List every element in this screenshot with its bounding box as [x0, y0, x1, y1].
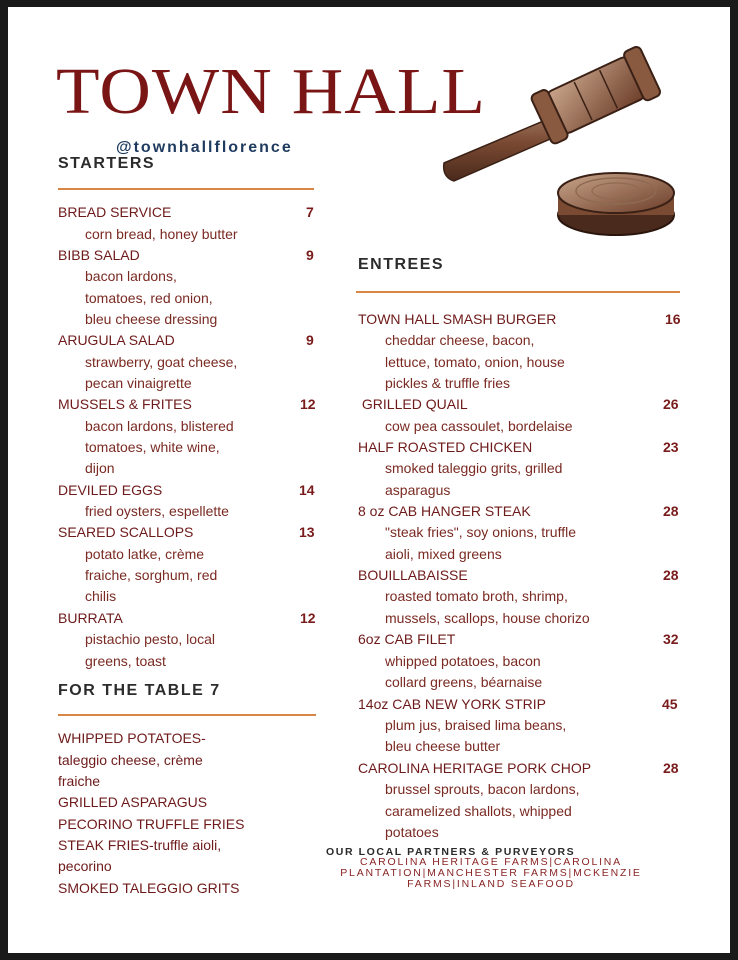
- entree-item-desc: potatoes: [385, 824, 439, 840]
- entree-item-price: 23: [663, 439, 679, 455]
- starter-item-desc: pistachio pesto, local: [85, 631, 215, 647]
- entree-item-desc: plum jus, braised lima beans,: [385, 717, 567, 733]
- starter-item-desc: strawberry, goat cheese,: [85, 354, 238, 370]
- entree-item-price: 28: [663, 567, 679, 583]
- starter-item-price: 12: [300, 610, 316, 626]
- entrees-divider: [356, 291, 680, 293]
- starter-item-price: 13: [299, 524, 315, 540]
- starter-item-desc: potato latke, crème: [85, 546, 205, 562]
- for-the-table-divider: [58, 714, 316, 716]
- entree-item-name: BOUILLABAISSE: [358, 567, 468, 583]
- side-line: fraiche: [58, 773, 101, 789]
- starter-item-desc: bleu cheese dressing: [85, 311, 218, 327]
- entree-item-desc: bleu cheese butter: [385, 738, 501, 754]
- partners-heading: OUR LOCAL PARTNERS & PURVEYORS: [326, 846, 576, 858]
- starter-item-name: BREAD SERVICE: [58, 204, 172, 220]
- entree-item-desc: lettuce, tomato, onion, house: [385, 354, 565, 370]
- starter-item-desc: bacon lardons, blistered: [85, 418, 234, 434]
- starter-item-price: 7: [306, 204, 314, 220]
- entree-item-name: GRILLED QUAIL: [358, 396, 468, 412]
- entree-item-name: 6oz CAB FILET: [358, 631, 456, 647]
- starter-item-name: ARUGULA SALAD: [58, 332, 175, 348]
- entree-item-price: 45: [662, 696, 678, 712]
- entree-item-desc: smoked taleggio grits, grilled: [385, 460, 563, 476]
- starter-item-price: 9: [306, 332, 314, 348]
- menu-page: [8, 7, 730, 953]
- entrees-heading: ENTREES: [358, 256, 445, 273]
- starter-item-name: DEVILED EGGS: [58, 482, 163, 498]
- partners-line: CAROLINA HERITAGE FARMS|CAROLINA: [359, 856, 622, 868]
- side-line: SMOKED TALEGGIO GRITS: [58, 880, 240, 896]
- entree-item-price: 16: [665, 311, 681, 327]
- starter-item-price: 14: [299, 482, 315, 498]
- starter-item-desc: corn bread, honey butter: [85, 226, 238, 242]
- for-the-table-heading: FOR THE TABLE 7: [58, 682, 221, 699]
- partners-line: PLANTATION|MANCHESTER FARMS|MCKENZIE: [340, 867, 642, 879]
- entree-item-desc: aioli, mixed greens: [385, 546, 502, 562]
- entree-item-desc: whipped potatoes, bacon: [385, 653, 541, 669]
- side-line: pecorino: [58, 858, 112, 874]
- starters-divider: [58, 188, 314, 190]
- restaurant-title: TOWN HALL: [56, 55, 487, 128]
- starter-item-price: 12: [300, 396, 316, 412]
- partners-line: FARMS|INLAND SEAFOOD: [407, 878, 575, 890]
- starter-item-desc: dijon: [85, 460, 115, 476]
- entree-item-name: 14oz CAB NEW YORK STRIP: [358, 696, 547, 712]
- starter-item-desc: pecan vinaigrette: [85, 375, 192, 391]
- starter-item-price: 9: [306, 247, 314, 263]
- entree-item-name: HALF ROASTED CHICKEN: [358, 439, 533, 455]
- entree-item-desc: cheddar cheese, bacon,: [385, 332, 535, 348]
- starter-item-name: MUSSELS & FRITES: [58, 396, 192, 412]
- side-line: STEAK FRIES-truffle aioli,: [58, 837, 222, 853]
- starter-item-desc: chilis: [85, 588, 117, 604]
- entree-item-price: 28: [663, 760, 679, 776]
- entree-item-name: TOWN HALL SMASH BURGER: [358, 311, 557, 327]
- starter-item-name: BIBB SALAD: [58, 247, 140, 263]
- entree-item-desc: brussel sprouts, bacon lardons,: [385, 781, 580, 797]
- entree-item-name: 8 oz CAB HANGER STEAK: [358, 503, 531, 519]
- starters-heading: STARTERS: [58, 155, 156, 172]
- partners-list: [326, 857, 656, 890]
- entree-item-desc: cow pea cassoulet, bordelaise: [385, 418, 573, 434]
- starter-item-desc: fried oysters, espellette: [85, 503, 229, 519]
- entree-item-price: 28: [663, 503, 679, 519]
- starter-item-desc: bacon lardons,: [85, 268, 177, 284]
- gavel-illustration: [436, 45, 676, 245]
- side-line: GRILLED ASPARAGUS: [58, 794, 208, 810]
- starter-item-name: BURRATA: [58, 610, 123, 626]
- side-line: PECORINO TRUFFLE FRIES: [58, 816, 245, 832]
- entree-item-desc: caramelized shallots, whipped: [385, 803, 572, 819]
- entree-item-desc: mussels, scallops, house chorizo: [385, 610, 590, 626]
- side-line: WHIPPED POTATOES-: [58, 730, 206, 746]
- side-line: taleggio cheese, crème: [58, 752, 203, 768]
- starter-item-desc: tomatoes, red onion,: [85, 290, 213, 306]
- entree-item-desc: asparagus: [385, 482, 451, 498]
- starter-item-desc: fraiche, sorghum, red: [85, 567, 218, 583]
- starter-item-name: SEARED SCALLOPS: [58, 524, 194, 540]
- entree-item-price: 26: [663, 396, 679, 412]
- entree-item-name: CAROLINA HERITAGE PORK CHOP: [358, 760, 592, 776]
- starter-item-desc: greens, toast: [85, 653, 166, 669]
- entree-item-price: 32: [663, 631, 679, 647]
- social-handle: @townhallflorence: [116, 139, 293, 156]
- entree-item-desc: roasted tomato broth, shrimp,: [385, 588, 568, 604]
- entree-item-desc: collard greens, béarnaise: [385, 674, 543, 690]
- entree-item-desc: pickles & truffle fries: [385, 375, 511, 391]
- entree-item-desc: "steak fries", soy onions, truffle: [385, 524, 576, 540]
- starter-item-desc: tomatoes, white wine,: [85, 439, 220, 455]
